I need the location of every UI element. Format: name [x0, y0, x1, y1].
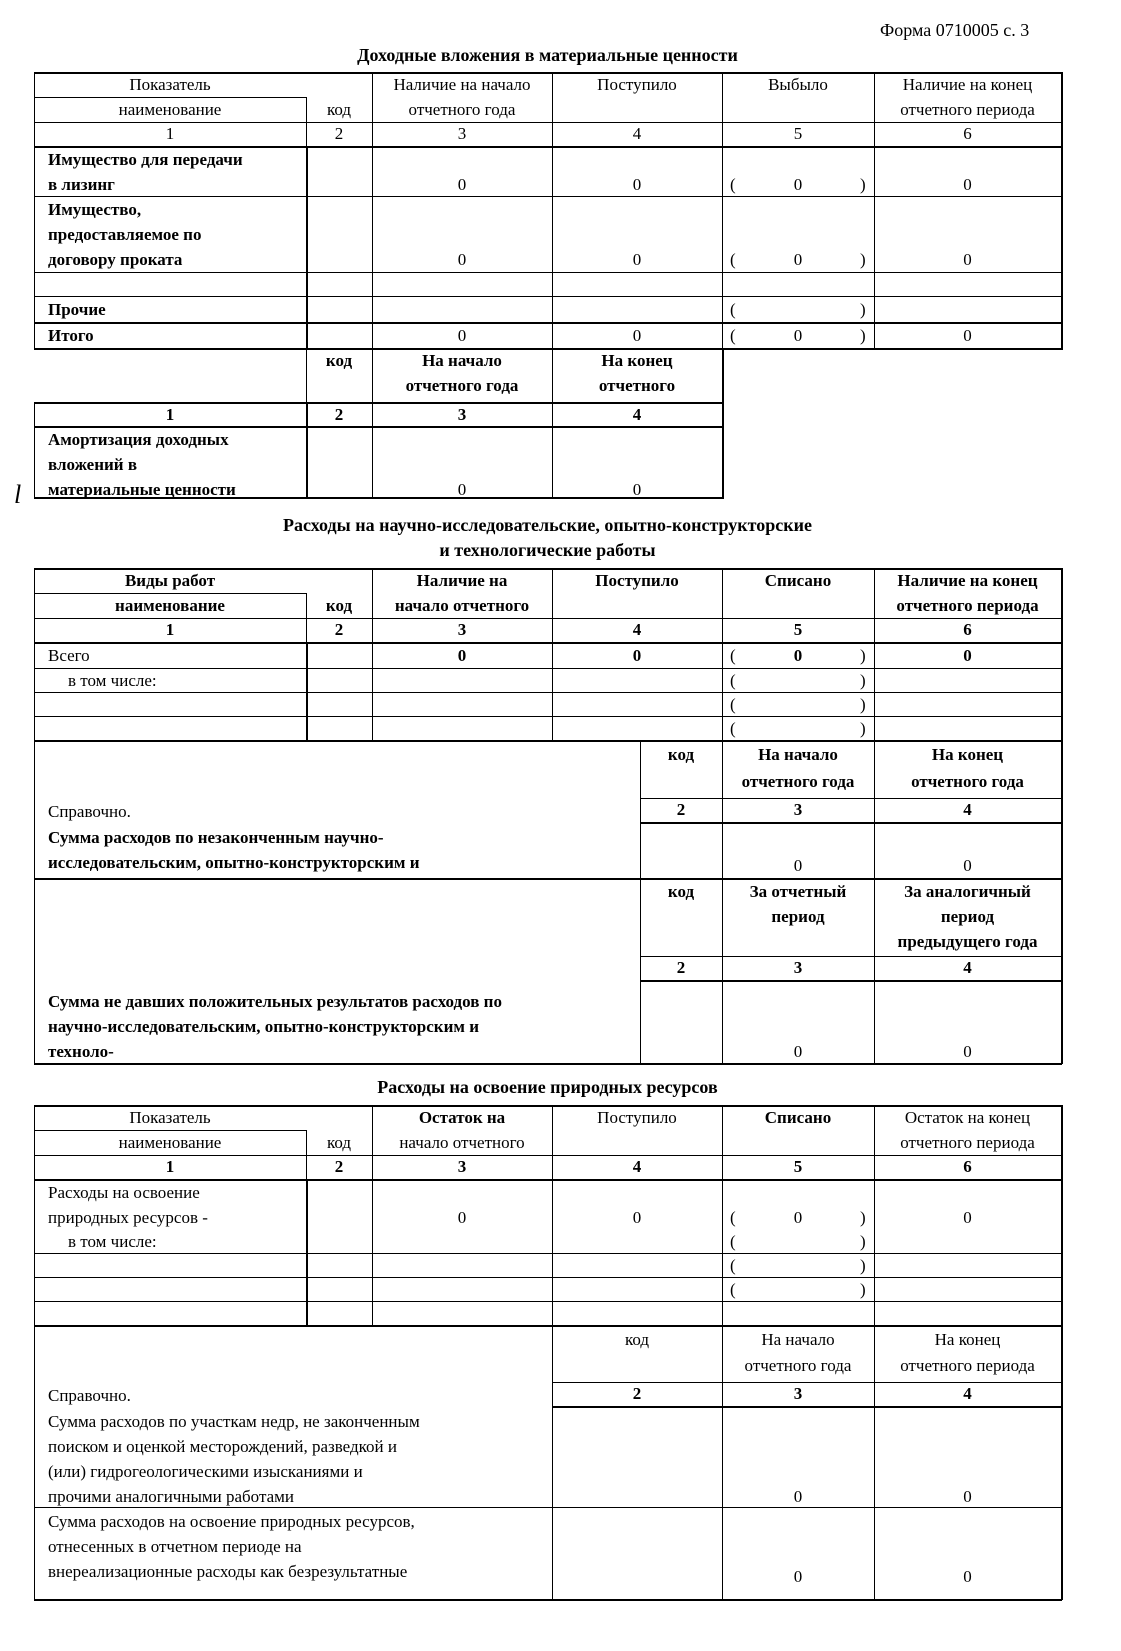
section1-title: Доходные вложения в материальные ценности: [357, 45, 738, 65]
cell-value: 0: [632, 1208, 642, 1227]
paren-open: (: [730, 1256, 736, 1275]
col-num: 2: [676, 958, 686, 977]
paren-close: ): [860, 175, 866, 194]
paren-close: ): [860, 1232, 866, 1251]
cell-value: 0: [457, 250, 467, 269]
amort-label: вложений в: [48, 455, 138, 474]
last-text: Сумма расходов на освоение природных ресурсов,: [48, 1512, 415, 1531]
header-col3-line2: отчетного года: [408, 100, 516, 119]
paren-close: ): [860, 695, 866, 714]
cell-value: 0: [793, 1208, 803, 1227]
section2-title: и технологические работы: [439, 540, 656, 560]
col-num: 3: [793, 800, 803, 819]
header-kod: код: [325, 596, 353, 615]
header-col3: начало отчетного: [394, 596, 530, 615]
neg-header-col4: предыдущего года: [897, 932, 1038, 951]
col-num: 1: [165, 1157, 175, 1176]
ref-text: Сумма расходов по незаконченным научно-: [48, 828, 384, 847]
section2-title: Расходы на научно-исследовательские, опытно-конструкторские: [283, 515, 812, 535]
cell-value: 0: [963, 175, 972, 194]
cell-value: 0: [963, 326, 972, 345]
paren-open: (: [730, 695, 736, 714]
header-kod: код: [326, 1133, 352, 1152]
col-num: 5: [793, 620, 803, 639]
header-kod: код: [326, 100, 352, 119]
ref-header-col4: На конец: [931, 745, 1004, 764]
row-label: Имущество,: [48, 200, 142, 219]
row-label-total: Итого: [48, 326, 94, 345]
paren-open: (: [730, 1280, 736, 1299]
amort-header-col3: На начало: [422, 351, 502, 370]
last-text: отнесенных в отчетном периоде на: [48, 1537, 302, 1556]
paren-close: ): [860, 1256, 866, 1275]
paren-close: ): [860, 250, 866, 269]
cell-value: 0: [793, 326, 803, 345]
paren-open: (: [730, 671, 736, 690]
neg-header-kod: код: [667, 882, 695, 901]
col-num: 3: [457, 124, 467, 143]
col-num: 6: [963, 1157, 972, 1176]
header-col3-line1: Наличие на начало: [393, 75, 531, 94]
paren-close: ): [860, 300, 866, 319]
cell-value: 0: [793, 250, 803, 269]
paren-open: (: [730, 646, 736, 665]
section3-title: Расходы на освоение природных ресурсов: [377, 1077, 718, 1097]
col-num: 4: [632, 124, 642, 143]
ref-header-col3: отчетного года: [744, 1356, 852, 1375]
ref-header-kod: код: [624, 1330, 650, 1349]
ref-text: исследовательским, опытно-конструкторским и: [48, 853, 420, 872]
cell-value: 0: [963, 856, 972, 875]
cell-value: 0: [632, 646, 642, 665]
row-label: в лизинг: [48, 175, 115, 194]
header-pokazatel: Показатель: [129, 1108, 211, 1127]
ref-header-kod: код: [667, 745, 695, 764]
header-col5: Списано: [764, 1108, 832, 1127]
col-num: 3: [457, 620, 467, 639]
cell-value: 0: [632, 175, 642, 194]
header-col3: Остаток на: [418, 1108, 506, 1127]
col-num: 2: [334, 1157, 344, 1176]
cell-value: 0: [632, 480, 642, 499]
cell-value: 0: [963, 1567, 972, 1586]
cell-value: 0: [793, 646, 803, 665]
paren-open: (: [730, 1208, 736, 1227]
col-num: 4: [632, 405, 642, 424]
col-num: 1: [165, 124, 175, 143]
row-label: Имущество для передачи: [48, 150, 243, 169]
last-text: внереализационные расходы как безрезультатные: [48, 1562, 408, 1581]
header-col6-line2: отчетного периода: [900, 100, 1035, 119]
paren-open: (: [730, 326, 736, 345]
cell-value: 0: [457, 480, 467, 499]
cell-value: 0: [793, 856, 803, 875]
col-num: 5: [793, 1157, 803, 1176]
paren-open: (: [730, 175, 736, 194]
neg-header-col4: период: [940, 907, 995, 926]
ref-text: поиском и оценкой месторождений, разведкой и: [48, 1437, 397, 1456]
paren-close: ): [860, 671, 866, 690]
col-num: 2: [334, 124, 344, 143]
neg-text: научно-исследовательским, опытно-конструкторским и: [48, 1017, 479, 1036]
header-col4: Поступило: [597, 75, 677, 94]
header-col6-line1: Наличие на конец: [902, 75, 1033, 94]
header-name: наименование: [118, 1133, 222, 1152]
header-col6: Наличие на конец: [897, 571, 1038, 590]
neg-header-col3: За отчетный: [749, 882, 847, 901]
header-col5: Выбыло: [768, 75, 828, 94]
cell-value: 0: [793, 1487, 803, 1506]
ref-text: (или) гидрогеологическими изысканиями и: [48, 1462, 363, 1481]
paren-close: ): [860, 326, 866, 345]
paren-open: (: [730, 719, 736, 738]
row-label: Прочие: [48, 300, 106, 319]
paren-open: (: [730, 1232, 736, 1251]
paren-open: (: [730, 300, 736, 319]
col-num: 1: [165, 405, 175, 424]
neg-header-col3: период: [771, 907, 825, 926]
col-num: 3: [793, 958, 803, 977]
header-col3: Наличие на: [416, 571, 508, 590]
cell-value: 0: [457, 646, 467, 665]
header-name: наименование: [118, 100, 222, 119]
header-col6: отчетного периода: [900, 1133, 1035, 1152]
cell-value: 0: [632, 326, 642, 345]
header-pokazatel: Показатель: [129, 75, 211, 94]
paren-close: ): [860, 1208, 866, 1227]
ref-header-col3: На начало: [758, 745, 838, 764]
amort-label: материальные ценности: [48, 480, 236, 499]
header-col4: Поступило: [595, 571, 679, 590]
paren-close: ): [860, 646, 866, 665]
header-col6: Остаток на конец: [904, 1108, 1031, 1127]
paren-open: (: [730, 250, 736, 269]
header-name: наименование: [115, 596, 225, 615]
col-num: 2: [632, 1384, 642, 1403]
paren-close: ): [860, 719, 866, 738]
row-label: Всего: [48, 646, 90, 665]
header-vidy: Виды работ: [124, 571, 216, 590]
header-col3: начало отчетного: [399, 1133, 525, 1152]
cell-value: 0: [457, 175, 467, 194]
ref-text: прочими аналогичными работами: [48, 1487, 294, 1506]
form-number: Форма 0710005 с. 3: [880, 20, 1030, 40]
col-num: 4: [632, 1157, 642, 1176]
amort-label: Амортизация доходных: [48, 430, 229, 449]
neg-header-col4: За аналогичный: [904, 882, 1031, 901]
cell-value: 0: [793, 1567, 803, 1586]
row-label: в том числе:: [68, 671, 157, 690]
cell-value: 0: [793, 175, 803, 194]
cell-value: 0: [632, 250, 642, 269]
cell-value: 0: [963, 1208, 972, 1227]
col-num: 2: [334, 620, 344, 639]
header-col6: отчетного периода: [896, 596, 1039, 615]
col-num: 2: [334, 405, 344, 424]
header-col5: Списано: [764, 571, 832, 590]
row-label: предоставляемое по: [48, 225, 202, 244]
row-label: в том числе:: [68, 1232, 157, 1251]
col-num: 6: [963, 124, 972, 143]
row-label: договору проката: [48, 250, 183, 269]
ref-header-col4: На конец: [934, 1330, 1001, 1349]
amort-header-col4: На конец: [601, 351, 673, 370]
row-label: Расходы на освоение: [48, 1183, 200, 1202]
col-num: 1: [165, 620, 175, 639]
amort-header-kod: код: [325, 351, 353, 370]
header-col4: Поступило: [597, 1108, 677, 1127]
col-num: 6: [963, 620, 972, 639]
col-num: 5: [793, 124, 803, 143]
paren-close: ): [860, 1280, 866, 1299]
amort-header-col3: отчетного года: [405, 376, 519, 395]
ref-title: Справочно.: [48, 802, 131, 821]
col-num: 3: [457, 405, 467, 424]
cell-value: 0: [793, 1042, 803, 1061]
cell-value: 0: [963, 646, 972, 665]
cell-value: 0: [457, 326, 467, 345]
ref-header-col4: отчетного года: [911, 772, 1024, 791]
neg-text: техноло-: [48, 1042, 114, 1061]
ref-title: Справочно.: [48, 1386, 131, 1405]
ref-header-col4: отчетного периода: [900, 1356, 1035, 1375]
cell-value: 0: [963, 250, 972, 269]
ref-text: Сумма расходов по участкам недр, не законченным: [48, 1412, 420, 1431]
ref-header-col3: На начало: [761, 1330, 835, 1349]
col-num: 4: [963, 1384, 972, 1403]
cell-value: 0: [963, 1487, 972, 1506]
ref-header-col3: отчетного года: [741, 772, 855, 791]
col-num: 2: [676, 800, 686, 819]
row-label: природных ресурсов -: [48, 1208, 208, 1227]
col-num: 4: [963, 958, 972, 977]
col-num: 4: [963, 800, 972, 819]
col-num: 3: [457, 1157, 467, 1176]
neg-text: Сумма не давших положительных результатов расходов по: [48, 992, 502, 1011]
col-num: 4: [632, 620, 642, 639]
amort-header-col4: отчетного: [598, 376, 676, 395]
cell-value: 0: [457, 1208, 467, 1227]
cell-value: 0: [963, 1042, 972, 1061]
col-num: 3: [793, 1384, 803, 1403]
handwritten-mark: l: [14, 480, 22, 509]
